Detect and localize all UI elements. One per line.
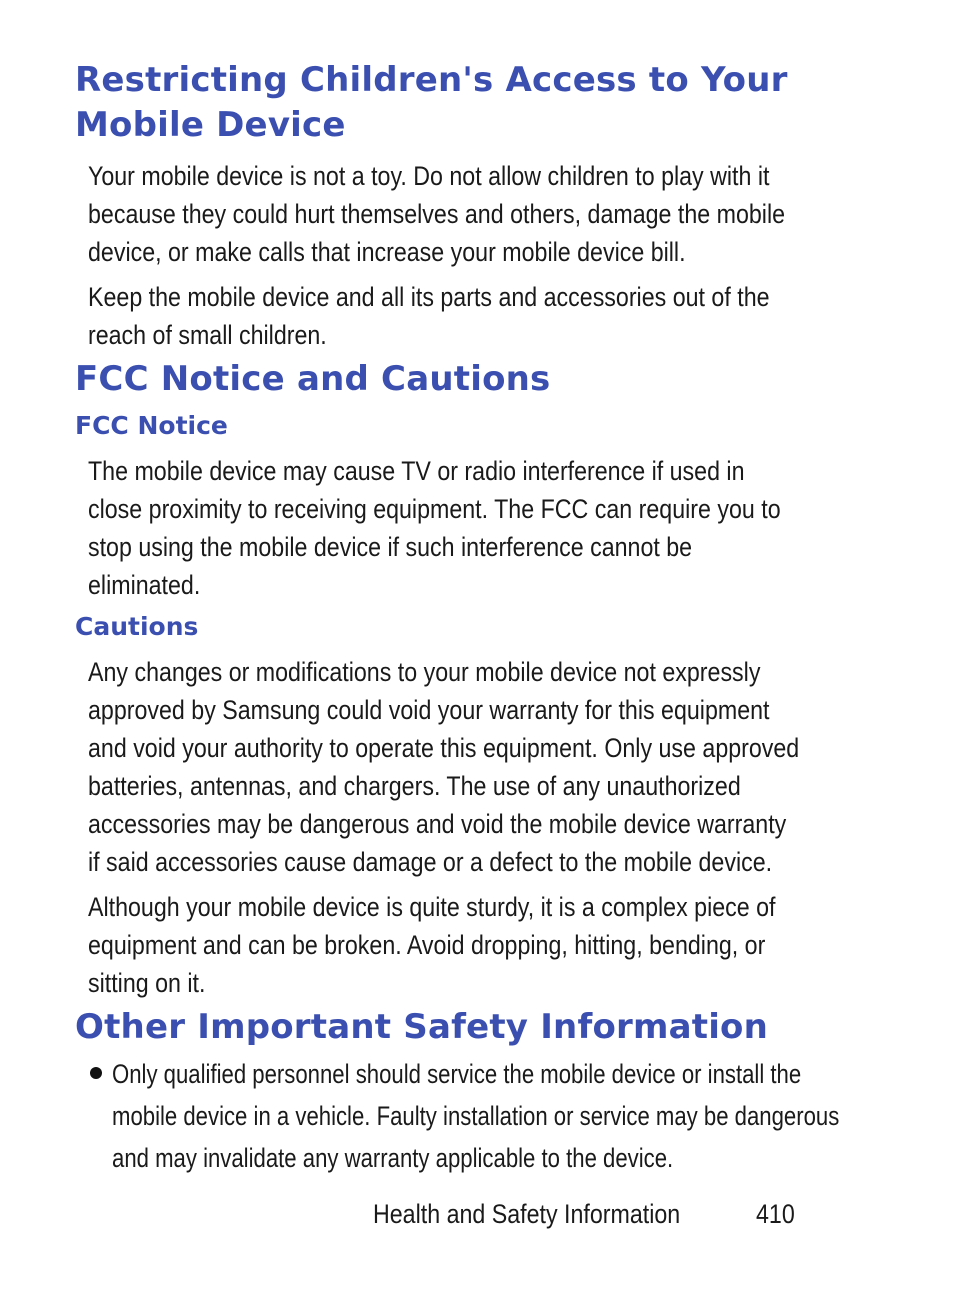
subheading-cautions: Cautions: [75, 612, 199, 641]
heading-restricting-line2: Mobile Device: [75, 105, 346, 145]
text-line: if said accessories cause damage or a defect to the mobile device.: [88, 847, 773, 877]
paragraph-restricting-1: [88, 157, 888, 271]
text-line: eliminated.: [88, 570, 201, 600]
heading-restricting-line1: Restricting Children's Access to Your: [75, 60, 788, 100]
text-line: device, or make calls that increase your mobile device bill.: [88, 237, 686, 267]
text-line: batteries, antennas, and chargers. The use of any unauthorized: [88, 771, 741, 801]
text-line: Although your mobile device is quite sturdy, it is a complex piece of: [88, 892, 776, 922]
text-line: Keep the mobile device and all its parts and accessories out of the: [88, 282, 770, 312]
subheading-fcc-notice: FCC Notice: [75, 411, 228, 440]
paragraph-cautions-2: [88, 888, 888, 1002]
paragraph-cautions-1: [88, 653, 888, 881]
text-line: and void your authority to operate this equipment. Only use approved: [88, 733, 800, 763]
text-line: accessories may be dangerous and void the mobile device warranty: [88, 809, 787, 839]
text-line: and may invalidate any warranty applicable to the device.: [112, 1143, 674, 1173]
bullet-icon: [90, 1067, 102, 1079]
footer-section-title: Health and Safety Information: [373, 1199, 681, 1229]
text-line: because they could hurt themselves and others, damage the mobile: [88, 199, 786, 229]
text-line: equipment and can be broken. Avoid dropping, hitting, bending, or: [88, 930, 766, 960]
heading-fcc: FCC Notice and Cautions: [75, 359, 551, 399]
paragraph-restricting-2: [88, 278, 888, 354]
text-line: stop using the mobile device if such interference cannot be: [88, 532, 693, 562]
text-line: close proximity to receiving equipment. The FCC can require you to: [88, 494, 781, 524]
text-line: The mobile device may cause TV or radio interference if used in: [88, 456, 745, 486]
bullet-item: [88, 1053, 888, 1179]
text-line: Any changes or modifications to your mobile device not expressly: [88, 657, 761, 687]
text-line: Only qualified personnel should service the mobile device or install the: [112, 1059, 802, 1089]
bullet-text: [112, 1053, 954, 1179]
heading-other-safety: Other Important Safety Information: [75, 1007, 769, 1047]
text-line: sitting on it.: [88, 968, 206, 998]
text-line: reach of small children.: [88, 320, 327, 350]
footer-page-number: 410: [756, 1199, 795, 1229]
text-line: mobile device in a vehicle. Faulty installation or service may be dangerous: [112, 1101, 840, 1131]
text-line: Your mobile device is not a toy. Do not allow children to play with it: [88, 161, 770, 191]
text-line: approved by Samsung could void your warranty for this equipment: [88, 695, 770, 725]
paragraph-fcc-notice: [88, 452, 888, 604]
